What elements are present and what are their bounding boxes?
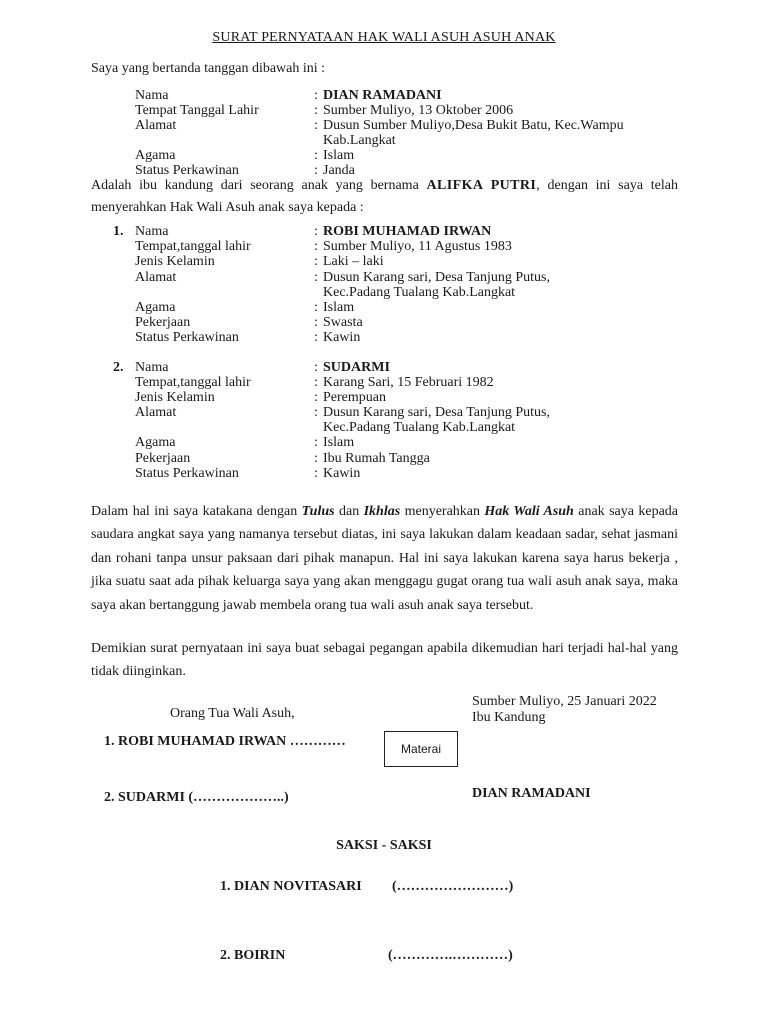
field-colon: :	[314, 300, 318, 315]
field-value: Sumber Muliyo, 13 Oktober 2006	[323, 103, 514, 118]
field-colon: :	[314, 88, 318, 103]
field-value: Swasta	[323, 315, 363, 330]
field-colon: :	[314, 405, 318, 420]
field-colon: :	[314, 118, 318, 133]
field-label: Agama	[135, 435, 176, 450]
field-label: Agama	[135, 300, 176, 315]
witness-2-name: 2. BOIRIN	[220, 948, 286, 963]
field-label: Pekerjaan	[135, 451, 191, 466]
guardian-1-signature: 1. ROBI MUHAMAD IRWAN …………	[104, 734, 346, 749]
field-value: Kawin	[323, 330, 361, 345]
field-colon: :	[314, 148, 318, 163]
statement-emphasis-hak-wali-asuh: Hak Wali Asuh	[484, 504, 574, 519]
witness-2-signature-line: (………….…………)	[388, 948, 513, 963]
field-value: Kec.Padang Tualang Kab.Langkat	[323, 420, 516, 435]
guardian-number: 1.	[113, 224, 124, 239]
field-label: Alamat	[135, 270, 177, 285]
field-label: Status Perkawinan	[135, 466, 239, 481]
guardian-2-name: SUDARMI	[323, 360, 390, 375]
field-colon: :	[314, 103, 318, 118]
field-label: Alamat	[135, 405, 177, 420]
field-label: Status Perkawinan	[135, 163, 239, 178]
field-colon: :	[314, 390, 318, 405]
child-name: ALIFKA PUTRI	[426, 178, 537, 193]
field-value: Islam	[323, 148, 355, 163]
field-value: Islam	[323, 300, 355, 315]
declarant-name: DIAN RAMADANI	[323, 88, 442, 103]
field-colon: :	[314, 330, 318, 345]
field-label: Jenis Kelamin	[135, 254, 215, 269]
mother-text-after: , dengan ini saya telah menyerahkan Hak Wali Asuh anak saya kepada :	[91, 178, 678, 215]
statement-text: Dalam hal ini saya katakana dengan	[91, 504, 302, 519]
field-colon: :	[314, 451, 318, 466]
statement-emphasis-tulus: Tulus	[301, 504, 335, 519]
statement-text: anak saya kepada saudara angkat saya yang namanya tersebut diatas, ini saya lakukan dalam keadaan sadar, sehat jasmani dan rohani tanpa unsur paksaan dari pihak manapun. Hal ini saya lakukan karena saya harus bekerja , jika suatu saat ada pihak keluarga saya yang akan menggagu gugat orang tua wali asuh anak saya, maka saya akan bertanggung jawab membela orang tua wali asuh anak saya tersebut.	[91, 504, 678, 613]
field-value: Islam	[323, 435, 355, 450]
field-value: Dusun Sumber Muliyo,Desa Bukit Batu, Kec.Wampu	[323, 118, 624, 133]
field-value: Dusun Karang sari, Desa Tanjung Putus,	[323, 270, 551, 285]
mother-statement	[91, 175, 678, 219]
field-colon: :	[314, 270, 318, 285]
field-colon: :	[314, 224, 318, 239]
place-date: Sumber Muliyo, 25 Januari 2022	[472, 694, 657, 709]
field-label: Pekerjaan	[135, 315, 191, 330]
field-value: Kec.Padang Tualang Kab.Langkat	[323, 285, 516, 300]
mother-text-before: Adalah ibu kandung dari seorang anak yang bernama	[91, 178, 427, 193]
field-label: Nama	[135, 360, 169, 375]
field-value: Janda	[323, 163, 355, 178]
field-label: Nama	[135, 224, 169, 239]
field-colon: :	[314, 360, 318, 375]
guardian-2-signature: 2. SUDARMI (………………..)	[104, 790, 289, 805]
field-value: Kawin	[323, 466, 361, 481]
guardian-number: 2.	[113, 360, 124, 375]
statement-emphasis-ikhlas: Ikhlas	[363, 504, 401, 519]
witness-1-name: 1. DIAN NOVITASARI	[220, 879, 362, 894]
field-label: Alamat	[135, 118, 177, 133]
statement-text: dan	[334, 504, 364, 519]
closing-paragraph: Demikian surat pernyataan ini saya buat sebagai pegangan apabila dikemudian hari terjadi hal-hal yang tidak diinginkan.	[91, 641, 678, 679]
statement-paragraph	[91, 500, 678, 617]
field-colon: :	[314, 466, 318, 481]
witness-1-signature-line: (……………………)	[392, 879, 514, 894]
witnesses-heading: SAKSI - SAKSI	[336, 838, 432, 853]
stamp-box: Materai	[384, 731, 458, 767]
field-value: Kab.Langkat	[323, 133, 396, 148]
field-value: Dusun Karang sari, Desa Tanjung Putus,	[323, 405, 551, 420]
field-label: Agama	[135, 148, 176, 163]
field-value: Perempuan	[323, 390, 386, 405]
field-colon: :	[314, 163, 318, 178]
field-label: Nama	[135, 88, 169, 103]
field-label: Tempat,tanggal lahir	[135, 239, 251, 254]
document-title: SURAT PERNYATAAN HAK WALI ASUH ASUH ANAK	[212, 30, 556, 45]
field-label: Status Perkawinan	[135, 330, 239, 345]
field-label: Jenis Kelamin	[135, 390, 215, 405]
field-label: Tempat,tanggal lahir	[135, 375, 251, 390]
statement-text: menyerahkan	[400, 504, 485, 519]
field-colon: :	[314, 315, 318, 330]
intro-text: Saya yang bertanda tanggan dibawah ini :	[91, 61, 326, 76]
field-colon: :	[314, 435, 318, 450]
mother-role: Ibu Kandung	[472, 710, 546, 725]
field-label: Tempat Tanggal Lahir	[135, 103, 259, 118]
mother-signature-name: DIAN RAMADANI	[472, 786, 591, 801]
field-value: Ibu Rumah Tangga	[323, 451, 430, 466]
guardian-role: Orang Tua Wali Asuh,	[170, 706, 295, 721]
field-colon: :	[314, 239, 318, 254]
field-value: Laki – laki	[323, 254, 384, 269]
guardian-1-name: ROBI MUHAMAD IRWAN	[323, 224, 492, 239]
field-value: Sumber Muliyo, 11 Agustus 1983	[323, 239, 512, 254]
field-colon: :	[314, 375, 318, 390]
field-value: Karang Sari, 15 Februari 1982	[323, 375, 494, 390]
field-colon: :	[314, 254, 318, 269]
